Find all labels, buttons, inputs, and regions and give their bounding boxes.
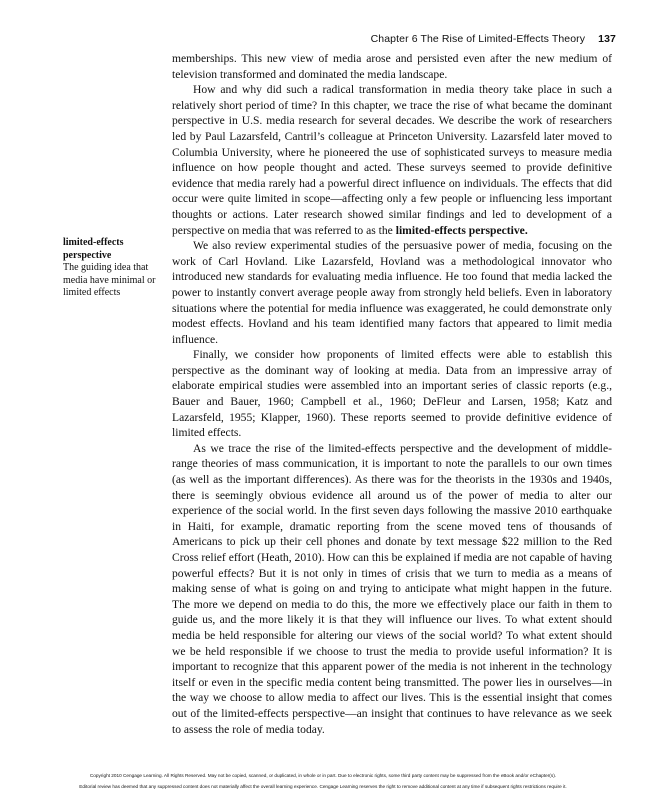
glossary-term: limited-effects perspective [63,237,124,261]
margin-glossary-note [63,237,163,300]
editorial-notice: Editorial review has deemed that any suppressed content does not materially affect the overall learning experience. Cengage Learning reserves the right to remove additional content at any time if subsequent rights restrictions require it. [79,784,567,789]
copyright-notice: Copyright 2010 Cengage Learning. All Rights Reserved. May not be copied, scanned, or duplicated, in whole or in part. Due to electronic rights, some third party content may be suppressed from the eBook and/or eChapter(s). [89,773,557,778]
chapter-title: Chapter 6 The Rise of Limited-Effects Theory [370,33,586,45]
glossary-definition: The guiding idea that media have minimal or limited effects [63,262,156,298]
running-head [371,33,616,45]
paragraph-3: We also review experimental studies of the persuasive power of media, focusing on the work of Carl Hovland. Like Lazarsfeld, Hovland was a methodological innovator who introduced new standards for evaluating media influence. He too found that media lacked the power to instantly convert average people away from strongly held beliefs. Even in laboratory situations where the potential for media influence was exaggerated, he could demonstrate only modest effects. Hovland and his team identified many factors that appeared to limit media influence. [172,239,612,346]
paragraph-4: Finally, we consider how proponents of limited effects were able to establish this perspective as the dominant way of looking at media. Data from an impressive array of elaborate empirical studies were assembled into an important series of classic reports (e.g., Bauer and Bauer, 1960; Campbell et al., 1960; DeFleur and Larsen, 1958; Katz and Lazarsfeld, 1955; Klapper, 1960). These reports seemed to provide definitive evidence of limited effects. [172,348,612,440]
paragraph-2 [172,82,612,238]
paragraph-5: As we trace the rise of the limited-effects perspective and the development of middle-range theories of mass communication, it is important to note the parallels to our own times (as well as the important differences). As there was for the theorists in the 1930s and 1940s, there is seemingly obvious evidence all around us of the power of media to alter our experience of the social world. In the first seven days following the massive 2010 earthquake in Haiti, for example, dramatic reporting from the scene moved tens of thousands of Americans to pick up their cell phones and donate by text message $22 million to the Red Cross relief effort (Heath, 2010). How can this be explained if media are not capable of having powerful effects? But it is not only in times of crisis that we turn to media as a means of making sense of what is going on and trying to anticipate what might happen in the future. The more we depend on media to do this, the more we effectively place our faith in them to guide us, and the more likely it is that they will influence our lives. To what extent should media be held responsible for altering our views of the social world? To what extent should we be held responsible if we choose to trust the media to provide useful information? It is important to recognize that this apparent power of the media is not inherent in the technology itself or even in the specific media content being transmitted. The power lies in ourselves—in the way we choose to allow media to affect our lives. This is the essential insight that comes out of the limited-effects perspective—an insight that continues to have relevance as we seek to assess the role of media today. [172,441,612,736]
body-text [172,51,612,737]
paragraph-2-text: How and why did such a radical transformation in media theory take place in such a relatively short period of time? In this chapter, we trace the rise of what became the dominant perspective in U.S. media research for several decades. We describe the work of researchers led by Paul Lazarsfeld, Cantril’s colleague at Princeton University. Lazarsfeld later moved to Columbia University, where he pioneered the use of sophisticated surveys to measure media influence on how people thought and acted. These surveys seemed to provide definitive evidence that media rarely had a powerful direct influence on individuals. The effects that did occur were quite limited in scope—affecting only a few people or influencing less important thoughts or actions. Later research showed similar findings and led to development of a perspective on media that was referred to as the [172,83,612,237]
paragraph-1: memberships. This new view of media arose and persisted even after the new medium of television transformed and dominated the media landscape. [172,52,612,81]
key-term-limited-effects: limited-effects perspective. [395,223,528,237]
page-number: 137 [598,33,616,45]
